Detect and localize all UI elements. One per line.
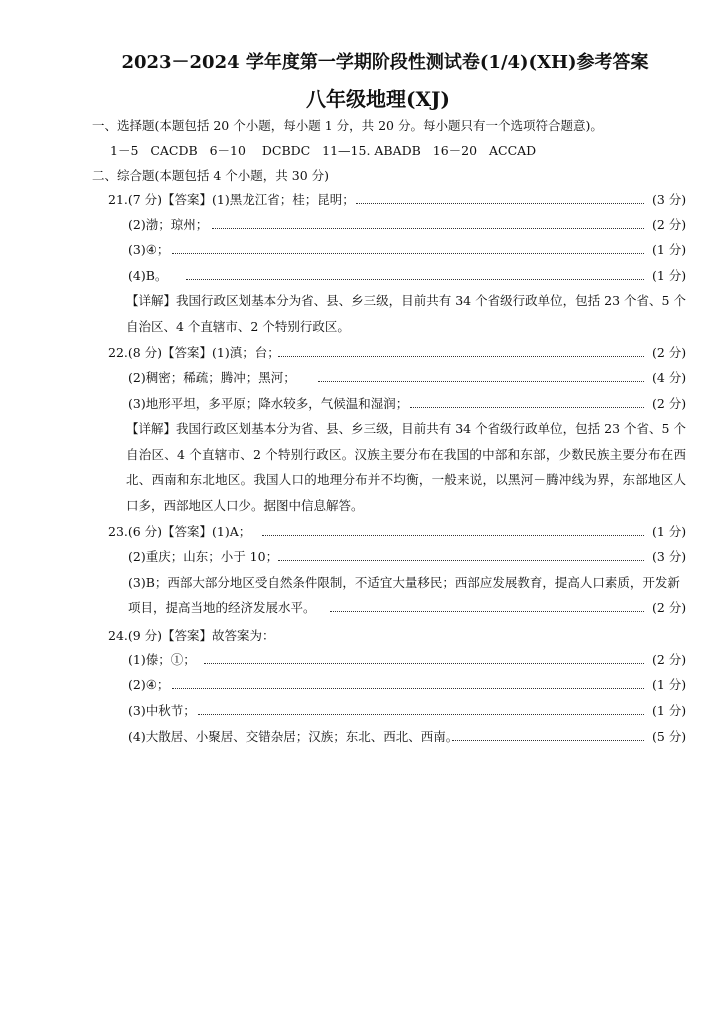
q24-answer-2: [0, 675, 710, 695]
q23-answer-3-line1: (3)B；西部大部分地区受自然条件限制，不适宜大量移民；西部应发展教育，提高人口素质，开发新: [128, 575, 680, 590]
score: (5 分): [652, 729, 687, 744]
score: (2 分): [652, 600, 687, 615]
answer-text: 22.(8 分)【答案】(1)滇；台；: [108, 345, 280, 360]
answer-text: (3)中秋节；: [128, 703, 196, 718]
leader-dots: [172, 688, 644, 689]
answer-text: 23.(6 分)【答案】(1)A；: [108, 524, 252, 539]
q21-detail: 【详解】我国行政区划基本分为省、县、乡三级，目前共有 34 个省级行政单位，包括 23 个省、5 个自治区、4 个直辖市、2 个特别行政区。: [126, 293, 686, 334]
score: (3 分): [652, 192, 687, 207]
section1-heading: 一、选择题(本题包括 20 个小题，每小题 1 分，共 20 分。每小题只有一个选项符合题意)。: [92, 118, 603, 133]
score: (1 分): [652, 703, 687, 718]
q21-answer-3: [0, 240, 710, 260]
q23-answer-1: [0, 522, 710, 542]
q24-heading: 24.(9 分)【答案】故答案为：: [108, 628, 275, 643]
q21-answer-1: [0, 190, 710, 210]
q22-answer-2: [0, 368, 710, 388]
answer-text: (2)稠密；稀疏；腾冲；黑河；: [128, 370, 296, 385]
q21-answer-4: [0, 266, 710, 286]
score: (3 分): [652, 549, 687, 564]
q24-answer-4: [0, 727, 710, 747]
leader-dots: [186, 279, 644, 280]
q24-answer-1: [0, 650, 710, 670]
answer-text: (4)B。: [128, 268, 168, 283]
section2-heading: 二、综合题(本题包括 4 个小题，共 30 分): [92, 168, 330, 183]
answer-text: (4)大散居、小聚居、交错杂居；汉族；东北、西北、西南。: [128, 729, 459, 744]
answer-text: (3)④；: [128, 242, 170, 257]
leader-dots: [172, 253, 644, 254]
section1-answers: 1－5 CACDB 6－10 DCBDC 11—15. ABADB 16－20 ACCAD: [110, 143, 537, 158]
answer-text: (2)重庆；山东；小于 10；: [128, 549, 279, 564]
score: (4 分): [652, 370, 687, 385]
answer-text: (3)地形平坦，多平原；降水较多，气候温和湿润；: [128, 396, 409, 411]
leader-dots: [278, 560, 644, 561]
leader-dots: [198, 714, 644, 715]
score: (1 分): [652, 677, 687, 692]
q22-answer-1: [0, 343, 710, 363]
leader-dots: [452, 740, 644, 741]
leader-dots: [318, 381, 644, 382]
score: (1 分): [652, 524, 687, 539]
leader-dots: [204, 663, 644, 664]
score: (1 分): [652, 268, 687, 283]
q23-answer-2: [0, 547, 710, 567]
answer-text: 项目，提高当地的经济发展水平。: [128, 600, 316, 615]
q22-answer-3: [0, 394, 710, 414]
score: (2 分): [652, 652, 687, 667]
leader-dots: [212, 228, 644, 229]
answer-text: (2)④；: [128, 677, 170, 692]
score: (2 分): [652, 217, 687, 232]
q23-answer-3-line2: [0, 598, 710, 618]
answer-text: 21.(7 分)【答案】(1)黑龙江省；桂；昆明；: [108, 192, 355, 207]
q24-answer-3: [0, 701, 710, 721]
answer-text: (1)傣；①；: [128, 652, 196, 667]
q21-answer-2: [0, 215, 710, 235]
q22-detail: 【详解】我国行政区划基本分为省、县、乡三级，目前共有 34 个省级行政单位，包括 23 个省、5 个自治区、4 个直辖市、2 个特别行政区。汉族主要分布在我国的中部和东部，少数民族主要分布在西北、西南和东北地区。我国人口的地理分布并不均衡，一般来说，以黑河－腾冲线为界，东部地区人口多，西部地区人口少。据图中信息解答。: [126, 421, 686, 513]
leader-dots: [278, 356, 644, 357]
leader-dots: [356, 203, 644, 204]
leader-dots: [262, 535, 644, 536]
page-subtitle: 八年级地理(XJ): [306, 87, 450, 111]
leader-dots: [330, 611, 644, 612]
leader-dots: [410, 407, 644, 408]
answer-text: (2)渤；琼州；: [128, 217, 209, 232]
score: (1 分): [652, 242, 687, 257]
score: (2 分): [652, 345, 687, 360]
page-title: 2023－2024 学年度第一学期阶段性测试卷(1/4)(XH)参考答案: [121, 52, 649, 73]
score: (2 分): [652, 396, 687, 411]
